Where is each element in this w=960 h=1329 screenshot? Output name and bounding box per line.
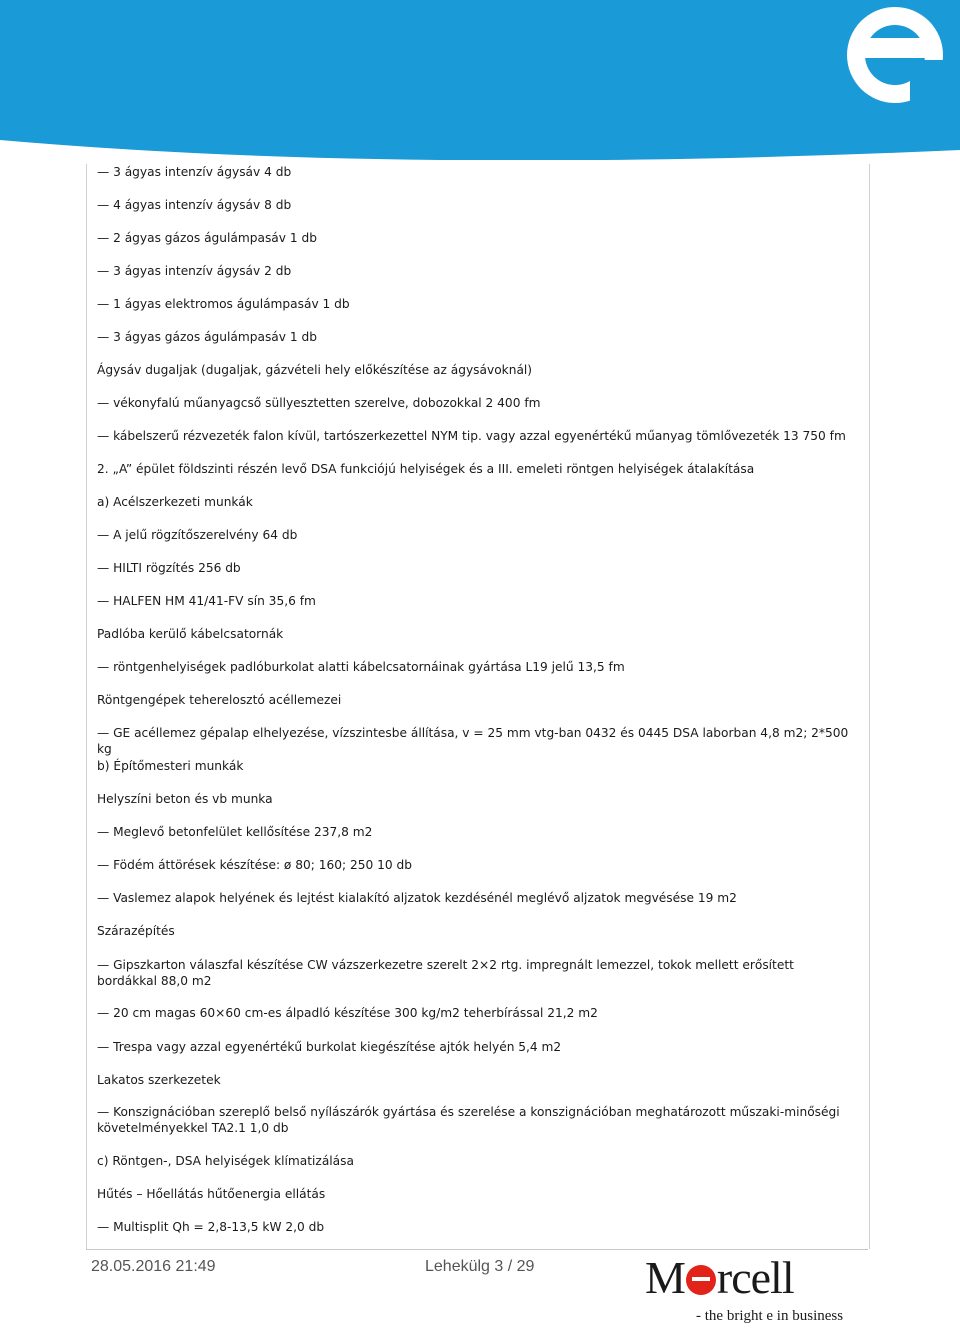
document-line: — röntgenhelyiségek padlóburkolat alatti kábelcsatornáinak gyártása L19 jelű 13,5 fm	[97, 659, 849, 675]
logo-wordmark: M rcell	[645, 1252, 794, 1303]
document-line: — 3 ágyas intenzív ágysáv 2 db	[97, 263, 849, 279]
document-line: — GE acéllemez gépalap elhelyezése, vízszintesbe állítása, v = 25 mm vtg-ban 0432 és 0445 DSA laborban 4,8 m2; 2*500 kg	[97, 725, 849, 757]
document-line: a) Acélszerkezeti munkák	[97, 495, 253, 509]
document-line: — Trespa vagy azzal egyenértékű burkolat kiegészítése ajtók helyén 5,4 m2	[97, 1039, 849, 1055]
document-line: Hűtés – Hőellátás hűtőenergia ellátás	[97, 1187, 326, 1201]
footer-divider	[86, 1249, 868, 1250]
document-line: — kábelszerű rézvezeték falon kívül, tartószerkezettel NYM tip. vagy azzal egyenértékű műanyag tömlővezeték 13 750 fm	[97, 428, 849, 444]
document-line: Röntgengépek teherelosztó acéllemezei	[97, 693, 342, 707]
document-line: — Vaslemez alapok helyének és lejtést kialakító aljzatok kezdésénél meglévő aljzatok megvésése 19 m2	[97, 890, 849, 906]
document-line: — HALFEN HM 41/41-FV sín 35,6 fm	[97, 593, 849, 609]
logo-tagline: - the bright e in business	[696, 1308, 844, 1324]
document-line: — 3 ágyas intenzív ágysáv 4 db	[97, 164, 849, 180]
document-line: — 2 ágyas gázos águlámpasáv 1 db	[97, 230, 849, 246]
document-line: Szárazépítés	[97, 924, 175, 938]
footer-date: 28.05.2016 21:49	[91, 1258, 216, 1275]
document-line: — 3 ágyas gázos águlámpasáv 1 db	[97, 329, 849, 345]
footer-page-number: Lehekülg 3 / 29	[425, 1258, 535, 1275]
document-line: — Konszignációban szereplő belső nyílászárók gyártása és szerelése a konszignációban meghatározott műszaki-minőségi követelményekkel TA2.1 1,0 db	[97, 1104, 849, 1136]
document-line: — HILTI rögzítés 256 db	[97, 560, 849, 576]
document-line: — 1 ágyas elektromos águlámpasáv 1 db	[97, 296, 849, 312]
document-line: b) Építőmesteri munkák	[97, 759, 244, 773]
document-line: — vékonyfalú műanyagcső süllyesztetten szerelve, dobozokkal 2 400 fm	[97, 395, 849, 411]
document-line: — 20 cm magas 60×60 cm-es álpadló készítése 300 kg/m2 teherbírással 21,2 m2	[97, 1005, 849, 1021]
document-line: Lakatos szerkezetek	[97, 1073, 221, 1087]
document-line: c) Röntgen-, DSA helyiségek klímatizálása	[97, 1154, 354, 1168]
header-banner	[0, 0, 960, 160]
e-logo-mark-icon	[0, 0, 960, 160]
document-line: 2. „A” épület földszinti részén levő DSA funkciójú helyiségek és a III. emeleti röntgen helyiségek átalakítása	[97, 462, 755, 476]
document-line: Ágysáv dugaljak (dugaljak, gázvételi hely előkészítése az ágysávoknál)	[97, 363, 533, 377]
document-line: Padlóba kerülő kábelcsatornák	[97, 627, 284, 641]
document-line: Helyszíni beton és vb munka	[97, 792, 273, 806]
document-line: — 4 ágyas intenzív ágysáv 8 db	[97, 197, 849, 213]
document-line: — Meglevő betonfelület kellősítése 237,8 m2	[97, 824, 849, 840]
document-line: — Multisplit Qh = 2,8-13,5 kW 2,0 db	[97, 1219, 849, 1235]
document-line: — Födém áttörések készítése: ø 80; 160; 250 10 db	[97, 857, 849, 873]
document-line: — A jelű rögzítőszerelvény 64 db	[97, 527, 849, 543]
document-line: — Gipszkarton válaszfal készítése CW vázszerkezetre szerelt 2×2 rtg. impregnált lemezzel, tokok mellett erősített bordákkal 88,0 m2	[97, 957, 849, 989]
marcell-logo	[643, 1252, 868, 1327]
logo-e-icon	[686, 1265, 716, 1295]
